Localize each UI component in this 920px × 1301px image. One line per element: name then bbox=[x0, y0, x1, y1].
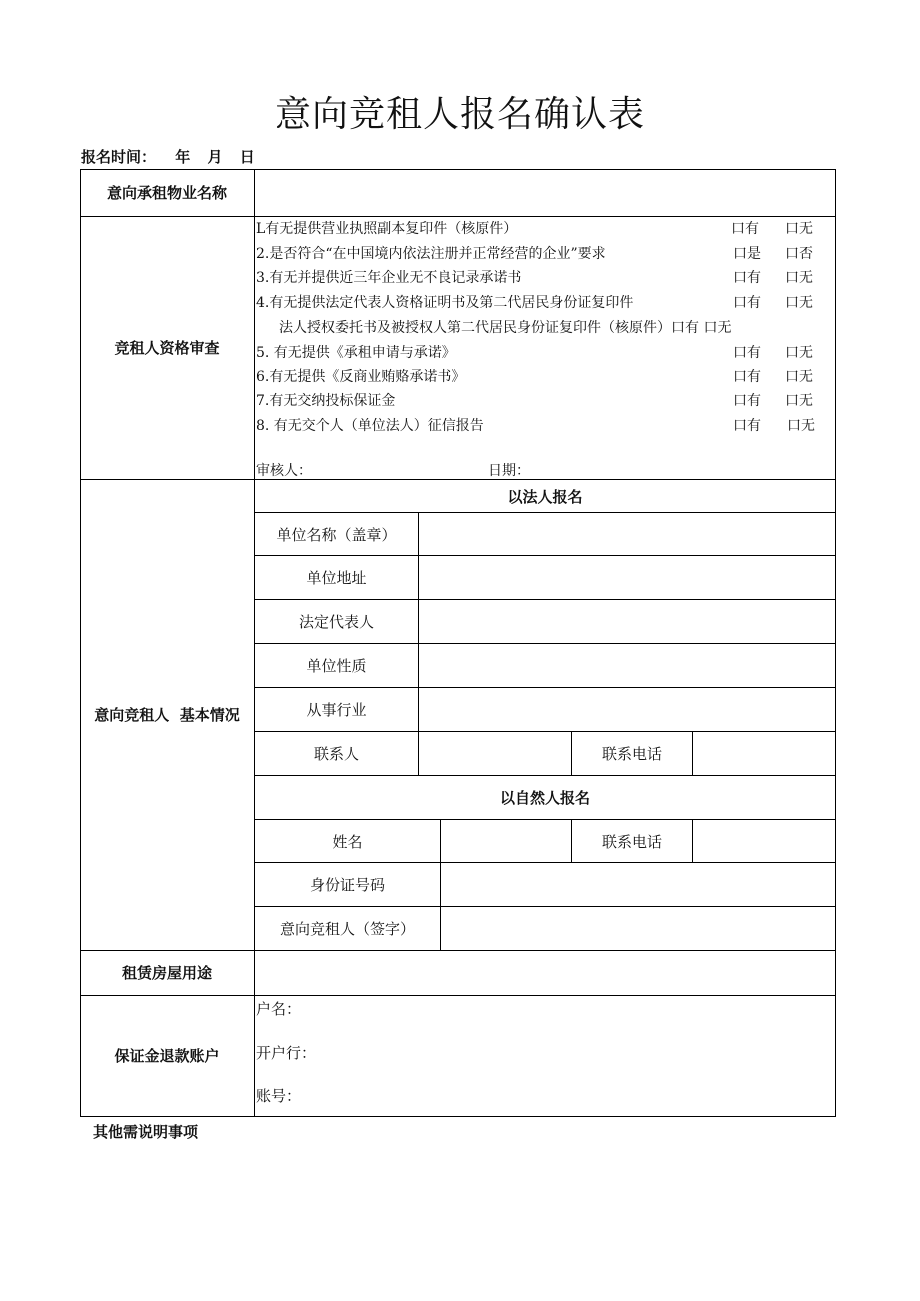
checkbox-option[interactable]: 口无 bbox=[785, 393, 813, 409]
property-name-field[interactable] bbox=[255, 170, 835, 216]
checkbox-option[interactable]: 口无 bbox=[785, 295, 813, 311]
contact-phone-field[interactable] bbox=[693, 732, 835, 775]
bank-label: 开户行： bbox=[256, 1044, 317, 1062]
checkbox-option[interactable]: 口有 bbox=[733, 270, 761, 286]
natural-person-header: 以自然人报名 bbox=[499, 789, 590, 807]
natural-phone-label: 联系电话 bbox=[601, 832, 662, 851]
usage-label: 租赁房屋用途 bbox=[121, 964, 212, 982]
unit-nature-field[interactable] bbox=[419, 644, 835, 687]
refund-account-label: 保证金退款账户 bbox=[114, 1047, 220, 1065]
checkbox-option[interactable]: 口无 bbox=[785, 345, 813, 361]
day-label: 日 bbox=[239, 148, 255, 166]
month-label: 月 bbox=[207, 148, 223, 166]
qualification-item: L有无提供营业执照副本复印件（核原件） bbox=[256, 221, 518, 237]
qualification-item: 4.有无提供法定代表人资格证明书及第二代居民身份证复印件 bbox=[256, 295, 634, 311]
qualification-label: 竞租人资格审查 bbox=[114, 339, 220, 357]
checkbox-option[interactable]: 口无 bbox=[785, 221, 813, 237]
industry-label: 从事行业 bbox=[306, 701, 367, 719]
checkbox-option[interactable]: 口有 bbox=[733, 393, 761, 409]
checkbox-option[interactable]: 口有 bbox=[733, 369, 761, 385]
account-name-label: 户名： bbox=[256, 1000, 302, 1018]
review-date-label: 日期： bbox=[488, 463, 530, 479]
contact-label: 联系人 bbox=[313, 745, 359, 763]
other-notes-label: 其他需说明事项 bbox=[93, 1123, 199, 1141]
year-label: 年 bbox=[175, 148, 191, 166]
name-field[interactable] bbox=[441, 820, 571, 862]
checkbox-option[interactable]: 口无 bbox=[787, 418, 815, 434]
qualification-item: 6.有无提供《反商业贿赂承诺书》 bbox=[256, 369, 466, 385]
reviewer-label: 审核人： bbox=[256, 463, 312, 479]
border bbox=[80, 1116, 836, 1117]
unit-address-label: 单位地址 bbox=[306, 569, 367, 587]
contact-field[interactable] bbox=[419, 732, 571, 775]
account-number-label: 账号： bbox=[256, 1087, 302, 1105]
legal-rep-label: 法定代表人 bbox=[298, 613, 374, 631]
unit-nature-label: 单位性质 bbox=[306, 657, 367, 675]
checkbox-option[interactable]: 口无 bbox=[785, 369, 813, 385]
registration-time bbox=[81, 146, 261, 167]
qualification-item: 2.是否符合“在中国境内依法注册并正常经营的企业”要求 bbox=[256, 246, 606, 262]
natural-phone-field[interactable] bbox=[693, 820, 835, 862]
qualification-item: 法人授权委托书及被授权人第二代居民身份证复印件（核原件）口有 口无 bbox=[279, 320, 732, 336]
unit-name-field[interactable] bbox=[419, 513, 835, 555]
unit-name-label: 单位名称（盖章） bbox=[276, 525, 397, 544]
qualification-item: 8. 有无交个人（单位法人）征信报告 bbox=[256, 418, 484, 434]
basic-info-label: 意向竞租人 基本情况 bbox=[94, 706, 240, 724]
checkbox-option[interactable]: 口有 bbox=[733, 418, 761, 434]
id-number-field[interactable] bbox=[441, 863, 835, 906]
industry-field[interactable] bbox=[419, 688, 835, 731]
signature-label: 意向竞租人（签字） bbox=[279, 920, 415, 938]
signature-field[interactable] bbox=[441, 907, 835, 950]
registration-time-label: 报名时间： bbox=[81, 148, 157, 166]
contact-phone-label: 联系电话 bbox=[601, 745, 662, 763]
usage-field[interactable] bbox=[255, 951, 835, 995]
legal-entity-header: 以法人报名 bbox=[507, 487, 583, 506]
qualification-item: 7.有无交纳投标保证金 bbox=[256, 393, 396, 409]
checkbox-option[interactable]: 口有 bbox=[731, 221, 759, 237]
checkbox-option[interactable]: 口有 bbox=[733, 295, 761, 311]
qualification-item: 3.有无并提供近三年企业无不良记录承诺书 bbox=[256, 270, 522, 286]
checkbox-option[interactable]: 口有 bbox=[733, 345, 761, 361]
unit-address-field[interactable] bbox=[419, 556, 835, 599]
checkbox-option[interactable]: 口无 bbox=[785, 270, 813, 286]
name-label: 姓名 bbox=[332, 832, 363, 851]
checkbox-option[interactable]: 口是 bbox=[733, 246, 761, 262]
checkbox-option[interactable]: 口否 bbox=[785, 246, 813, 262]
legal-rep-field[interactable] bbox=[419, 600, 835, 643]
property-name-label: 意向承租物业名称 bbox=[106, 184, 227, 202]
qualification-item: 5. 有无提供《承租申请与承诺》 bbox=[256, 345, 456, 361]
id-number-label: 身份证号码 bbox=[309, 876, 385, 894]
page-title: 意向竞租人报名确认表 bbox=[274, 94, 645, 135]
